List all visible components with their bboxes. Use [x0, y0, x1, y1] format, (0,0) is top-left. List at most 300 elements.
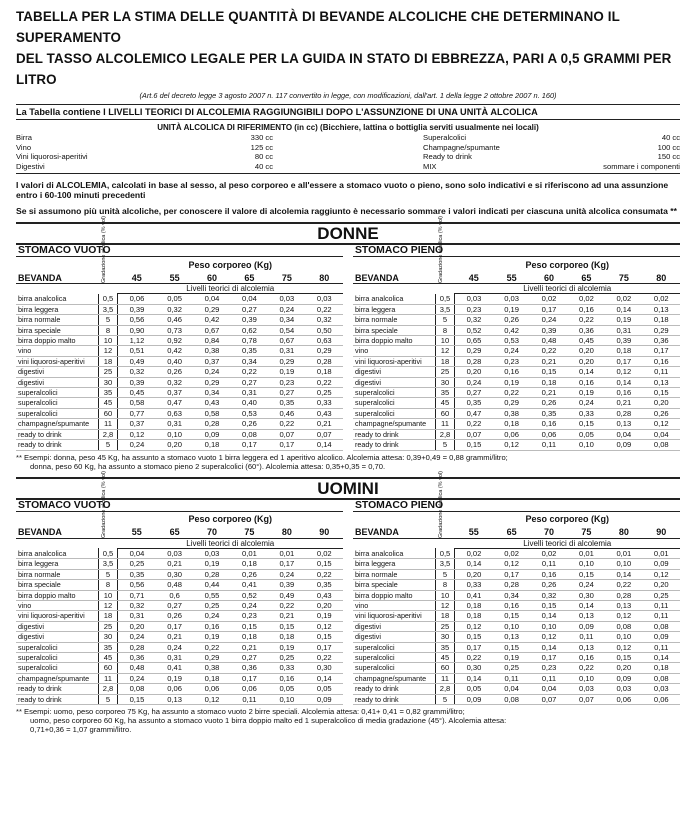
section-title-donne: DONNE — [16, 222, 680, 245]
uomini-example-line-1: ** Esempi: uomo, peso corporeo 75 Kg, ha assunto a stomaco vuoto 2 birre speciali. Alcolemia attesa: 0,41+ 0,41 = 0,82 grammi/litro; — [16, 707, 465, 716]
unit-quantity: 125 cc — [250, 142, 273, 152]
grade-header — [436, 216, 455, 284]
alcolemia-value: 0,18 — [231, 559, 268, 569]
table-row — [16, 419, 343, 429]
alcolemia-value: 0,07 — [455, 429, 493, 439]
alcolemia-value: 0,13 — [605, 600, 642, 610]
alcolemia-value: 0,17 — [306, 642, 343, 652]
grade-header — [436, 470, 455, 539]
beverage-name: birra normale — [16, 569, 99, 579]
table-row — [353, 590, 680, 600]
beverage-name: ready to drink — [16, 440, 99, 450]
alcolemia-value: 0,27 — [455, 388, 493, 398]
beverage-name: birra leggera — [353, 304, 436, 314]
alcolemia-value: 0,24 — [568, 580, 605, 590]
alcolemia-value: 0,13 — [156, 694, 193, 704]
alcolemia-value: 0,39 — [231, 315, 268, 325]
donne-vuoto — [16, 216, 343, 451]
alcolemia-value: 0,15 — [118, 694, 156, 704]
header-row — [16, 257, 343, 270]
alcolemia-value: 0,27 — [231, 377, 268, 387]
alcolemia-value: 0,49 — [268, 590, 305, 600]
alcolemia-value: 0,37 — [193, 356, 230, 366]
alcolemia-value: 0,18 — [193, 440, 230, 450]
grade-label: Gradazione alcolica (% vol) — [437, 470, 444, 538]
alcohol-grade: 25 — [99, 621, 118, 631]
alcolemia-value: 0,32 — [156, 377, 193, 387]
alcolemia-value: 0,19 — [568, 388, 605, 398]
alcolemia-value: 0,84 — [193, 336, 230, 346]
alcolemia-value: 0,14 — [605, 377, 642, 387]
alcolemia-value: 0,04 — [605, 429, 642, 439]
beverage-name: superalcolici — [16, 652, 99, 662]
alcolemia-value: 0,20 — [605, 663, 642, 673]
alcolemia-value: 0,08 — [231, 429, 268, 439]
alcolemia-value: 0,21 — [156, 632, 193, 642]
weight-value: 55 — [468, 527, 479, 538]
alcolemia-value: 0,04 — [118, 548, 156, 558]
alcolemia-value: 0,18 — [455, 611, 493, 621]
alcolemia-value: 0,26 — [530, 398, 567, 408]
alcolemia-value: 0,03 — [156, 548, 193, 558]
alcolemia-value: 0,02 — [605, 294, 642, 304]
beverage-header: BEVANDA — [355, 527, 399, 538]
table-row — [16, 694, 343, 704]
table-row — [16, 315, 343, 325]
alcolemia-value: 0,11 — [643, 600, 680, 610]
grade-header — [99, 216, 118, 284]
alcolemia-value: 0,12 — [605, 367, 642, 377]
beverage-name: birra leggera — [353, 559, 436, 569]
unit-quantity: 40 cc — [254, 161, 273, 171]
title-line-1: TABELLA PER LA STIMA DELLE QUANTITÀ DI BEVANDE ALCOLICHE CHE DETERMINANO IL SUPERAMENTO — [16, 9, 620, 45]
table-row — [353, 408, 680, 418]
table-row — [353, 694, 680, 704]
alcolemia-value: 0,10 — [568, 440, 605, 450]
alcolemia-value: 0,10 — [493, 621, 530, 631]
alcolemia-value: 0,38 — [193, 346, 230, 356]
alcolemia-value: 0,20 — [118, 621, 156, 631]
alcolemia-value: 0,31 — [118, 611, 156, 621]
beverage-name: digestivi — [16, 632, 99, 642]
alcolemia-value: 0,31 — [231, 388, 268, 398]
alcolemia-value: 0,32 — [530, 590, 567, 600]
beverage-name: champagne/spumante — [16, 419, 99, 429]
unit-name: MIX — [423, 161, 437, 171]
alcolemia-value: 0,15 — [268, 621, 305, 631]
beverage-name: champagne/spumante — [353, 673, 436, 683]
uomini-pieno — [353, 470, 680, 706]
alcolemia-value: 0,26 — [493, 315, 530, 325]
beverage-name: superalcolici — [353, 408, 436, 418]
beverage-name: vini liquorosi-aperitivi — [353, 611, 436, 621]
alcolemia-value: 0,21 — [605, 398, 642, 408]
unit-row — [423, 143, 680, 153]
table-row — [353, 388, 680, 398]
alcolemia-value: 0,12 — [118, 429, 156, 439]
alcolemia-value: 0,58 — [118, 398, 156, 408]
beverage-name: ready to drink — [353, 429, 436, 439]
alcolemia-value: 0,24 — [268, 304, 305, 314]
alcolemia-value: 0,15 — [643, 388, 680, 398]
alcolemia-value: 0,03 — [306, 294, 343, 304]
alcolemia-value: 0,24 — [268, 569, 305, 579]
alcohol-grade: 8 — [99, 325, 118, 335]
alcolemia-value: 0,16 — [643, 356, 680, 366]
alcolemia-value: 0,26 — [231, 419, 268, 429]
unit-row — [16, 133, 273, 143]
alcohol-grade: 5 — [436, 315, 455, 325]
alcohol-grade: 10 — [99, 336, 118, 346]
unit-name: Vini liquorosi-aperitivi — [16, 152, 88, 161]
alcolemia-value: 0,20 — [156, 440, 193, 450]
alcolemia-value: 0,90 — [118, 325, 156, 335]
beverage-name: superalcolici — [353, 652, 436, 662]
alcohol-grade: 5 — [99, 694, 118, 704]
alcolemia-value: 0,23 — [455, 304, 493, 314]
alcohol-grade: 35 — [99, 388, 118, 398]
alcolemia-value: 0,38 — [493, 408, 530, 418]
alcolemia-value: 0,28 — [605, 408, 642, 418]
alcolemia-value: 0,10 — [268, 694, 305, 704]
alcolemia-value: 0,40 — [231, 398, 268, 408]
table-row — [353, 559, 680, 569]
alcohol-grade: 35 — [436, 642, 455, 652]
alcolemia-value: 0,92 — [156, 336, 193, 346]
alcolemia-value: 0,15 — [605, 652, 642, 662]
alcohol-grade: 35 — [99, 642, 118, 652]
table-row — [353, 336, 680, 346]
alcolemia-value: 0,08 — [493, 694, 530, 704]
alcohol-grade: 2,8 — [436, 429, 455, 439]
levels-row — [16, 284, 343, 294]
alcolemia-value: 0,41 — [231, 580, 268, 590]
alcolemia-value: 0,17 — [605, 356, 642, 366]
alcolemia-value: 0,15 — [568, 569, 605, 579]
units-left — [16, 133, 423, 171]
alcolemia-value: 0,29 — [268, 356, 305, 366]
alcolemia-value: 0,01 — [643, 548, 680, 558]
beverage-name: superalcolici — [353, 642, 436, 652]
alcolemia-value: 0,03 — [193, 548, 230, 558]
alcohol-grade: 10 — [436, 336, 455, 346]
alcolemia-value: 0,09 — [455, 694, 493, 704]
alcolemia-value: 0,39 — [605, 336, 642, 346]
table-row — [16, 398, 343, 408]
alcolemia-value: 0,02 — [530, 294, 567, 304]
alcohol-grade: 18 — [99, 611, 118, 621]
alcolemia-value: 0,48 — [530, 336, 567, 346]
unit-name: Digestivi — [16, 161, 45, 171]
beverage-name: ready to drink — [353, 440, 436, 450]
alcolemia-value: 0,09 — [605, 440, 642, 450]
weight-header: Peso corporeo (Kg) — [525, 514, 609, 524]
beverage-name: birra speciale — [353, 325, 436, 335]
unit-name: Birra — [16, 133, 33, 142]
alcolemia-value: 0,16 — [493, 367, 530, 377]
alcolemia-value: 0,26 — [231, 569, 268, 579]
alcohol-grade: 8 — [436, 580, 455, 590]
alcolemia-value: 0,28 — [493, 580, 530, 590]
alcolemia-value: 0,48 — [118, 663, 156, 673]
alcolemia-value: 0,28 — [118, 642, 156, 652]
alcolemia-value: 0,29 — [193, 652, 230, 662]
alcolemia-value: 0,31 — [156, 419, 193, 429]
alcolemia-value: 0,12 — [493, 559, 530, 569]
alcolemia-value: 0,19 — [306, 611, 343, 621]
weight-value: 60 — [207, 272, 218, 283]
beverage-name: digestivi — [353, 632, 436, 642]
unit-row — [16, 143, 273, 153]
beverage-name: birra normale — [353, 569, 436, 579]
alcolemia-value: 0,17 — [231, 673, 268, 683]
alcolemia-value: 0,20 — [643, 580, 680, 590]
alcohol-grade: 10 — [99, 590, 118, 600]
unit-name: Superalcolici — [423, 133, 467, 142]
alcolemia-value: 0,37 — [156, 388, 193, 398]
alcolemia-value: 0,31 — [605, 325, 642, 335]
beverage-name: birra normale — [16, 315, 99, 325]
alcolemia-value: 0,21 — [231, 642, 268, 652]
beverage-name: ready to drink — [16, 684, 99, 694]
alcolemia-value: 0,62 — [231, 325, 268, 335]
alcolemia-value: 0,03 — [455, 294, 493, 304]
alcolemia-value: 0,53 — [493, 336, 530, 346]
alcohol-grade: 0,5 — [436, 294, 455, 304]
alcolemia-value: 0,46 — [156, 315, 193, 325]
alcolemia-value: 0,54 — [268, 325, 305, 335]
alcolemia-value: 0,15 — [530, 600, 567, 610]
uomini-example-line-3: 0,71+0,36 = 1,07 grammi/litro. — [30, 725, 132, 734]
header-row — [353, 512, 680, 525]
weight-value: 90 — [656, 527, 667, 538]
alcolemia-value: 0,29 — [455, 346, 493, 356]
alcolemia-value: 0,32 — [306, 315, 343, 325]
alcolemia-value: 0,34 — [193, 388, 230, 398]
table-row — [353, 673, 680, 683]
table-row — [16, 325, 343, 335]
alcolemia-value: 0,27 — [268, 388, 305, 398]
levels-spacer — [436, 284, 455, 294]
alcolemia-value: 0,73 — [156, 325, 193, 335]
alcolemia-value: 0,47 — [156, 398, 193, 408]
table-row — [353, 440, 680, 450]
weight-header: Peso corporeo (Kg) — [188, 514, 272, 524]
alcolemia-value: 0,08 — [643, 673, 680, 683]
beverage-name: ready to drink — [16, 429, 99, 439]
weight-header: Peso corporeo (Kg) — [188, 259, 272, 270]
alcolemia-value: 0,13 — [643, 304, 680, 314]
alcolemia-value: 0,13 — [493, 632, 530, 642]
weight-value: 55 — [169, 272, 180, 283]
alcolemia-value: 0,03 — [605, 684, 642, 694]
alcolemia-value: 0,26 — [530, 580, 567, 590]
alcolemia-value: 0,22 — [306, 304, 343, 314]
alcolemia-value: 0,03 — [643, 684, 680, 694]
weight-value: 80 — [656, 272, 667, 283]
alcolemia-value: 0,08 — [605, 621, 642, 631]
alcolemia-value: 0,26 — [156, 367, 193, 377]
alcolemia-value: 0,05 — [268, 684, 305, 694]
alcolemia-value: 0,23 — [530, 663, 567, 673]
table-row — [16, 377, 343, 387]
alcolemia-value: 0,35 — [455, 398, 493, 408]
alcolemia-value: 0,11 — [530, 440, 567, 450]
alcolemia-value: 0,24 — [118, 632, 156, 642]
table-row — [353, 600, 680, 610]
alcohol-grade: 30 — [99, 632, 118, 642]
alcohol-grade: 2,8 — [99, 429, 118, 439]
alcolemia-value: 0,25 — [268, 652, 305, 662]
table-row — [16, 611, 343, 621]
alcolemia-value: 0,22 — [306, 377, 343, 387]
weight-value: 90 — [319, 527, 330, 538]
alcolemia-value: 0,24 — [493, 346, 530, 356]
table-row — [353, 294, 680, 304]
weight-value: 45 — [468, 272, 479, 283]
alcolemia-value: 0,31 — [268, 346, 305, 356]
alcohol-grade: 2,8 — [99, 684, 118, 694]
weight-value: 65 — [506, 527, 517, 538]
alcolemia-value: 0,21 — [530, 356, 567, 366]
stomach-label: STOMACO PIENO — [353, 500, 680, 512]
weight-value: 80 — [319, 272, 330, 283]
alcohol-grade: 25 — [436, 367, 455, 377]
alcolemia-value: 0,35 — [530, 408, 567, 418]
beverage-name: vino — [16, 346, 99, 356]
alcolemia-value: 0,18 — [231, 632, 268, 642]
alcolemia-value: 0,31 — [156, 652, 193, 662]
alcolemia-value: 0,39 — [118, 304, 156, 314]
stomach-label: STOMACO VUOTO — [16, 500, 343, 512]
alcolemia-value: 0,08 — [643, 440, 680, 450]
alcolemia-value: 0,14 — [530, 611, 567, 621]
alcolemia-value: 0,05 — [306, 684, 343, 694]
alcolemia-value: 0,16 — [605, 388, 642, 398]
alcolemia-value: 0,36 — [643, 336, 680, 346]
alcolemia-value: 0,14 — [568, 367, 605, 377]
weight-value: 75 — [581, 527, 592, 538]
alcolemia-value: 0,35 — [231, 346, 268, 356]
levels-row — [16, 538, 343, 548]
alcolemia-value: 0,18 — [455, 600, 493, 610]
beverage-name: ready to drink — [353, 684, 436, 694]
alcolemia-value: 0,19 — [156, 673, 193, 683]
alcohol-grade: 0,5 — [436, 548, 455, 558]
alcohol-grade: 12 — [436, 600, 455, 610]
alcolemia-value: 0,67 — [193, 325, 230, 335]
alcolemia-value: 0,23 — [268, 377, 305, 387]
beverage-name: digestivi — [16, 367, 99, 377]
weight-value: 70 — [207, 527, 218, 538]
alcolemia-value: 0,07 — [530, 694, 567, 704]
alcohol-grade: 3,5 — [436, 304, 455, 314]
alcolemia-value: 0,06 — [156, 684, 193, 694]
alcolemia-value: 0,18 — [193, 673, 230, 683]
alcohol-grade: 30 — [99, 377, 118, 387]
alcolemia-value: 0,02 — [455, 548, 493, 558]
alcolemia-value: 0,21 — [306, 419, 343, 429]
alcolemia-value: 0,26 — [643, 408, 680, 418]
table-row — [16, 336, 343, 346]
beverage-name: vini liquorosi-aperitivi — [353, 356, 436, 366]
beverage-name: birra analcolica — [353, 294, 436, 304]
alcolemia-value: 0,50 — [306, 325, 343, 335]
alcolemia-value: 0,15 — [493, 611, 530, 621]
alcolemia-value: 0,14 — [306, 673, 343, 683]
alcolemia-value: 0,22 — [568, 663, 605, 673]
header-row — [353, 257, 680, 270]
alcolemia-value: 0,17 — [156, 621, 193, 631]
donne-examples — [16, 453, 680, 471]
alcolemia-value: 0,16 — [530, 419, 567, 429]
intro-text: La Tabella contiene I LIVELLI TEORICI DI ALCOLEMIA RAGGIUNGIBILI DOPO L'ASSUNZIONE DI UNA UNITÀ ALCOLICA — [16, 104, 680, 120]
beverage-name: vino — [353, 346, 436, 356]
alcolemia-value: 0,30 — [306, 663, 343, 673]
beverage-header: BEVANDA — [18, 272, 62, 283]
alcolemia-value: 0,20 — [455, 569, 493, 579]
alcolemia-value: 0,17 — [455, 642, 493, 652]
alcolemia-value: 0,15 — [306, 632, 343, 642]
alcolemia-value: 0,10 — [156, 429, 193, 439]
alcolemia-value: 0,39 — [268, 580, 305, 590]
beverage-name: digestivi — [16, 377, 99, 387]
alcolemia-value: 0,11 — [643, 611, 680, 621]
alcolemia-value: 0,14 — [568, 600, 605, 610]
alcolemia-value: 0,12 — [605, 611, 642, 621]
alcolemia-value: 0,13 — [568, 611, 605, 621]
alcolemia-value: 0,09 — [643, 632, 680, 642]
weight-value: 60 — [544, 272, 555, 283]
alcolemia-value: 0,63 — [306, 336, 343, 346]
weight-value: 80 — [281, 527, 292, 538]
header-row — [16, 512, 343, 525]
alcolemia-value: 0,11 — [530, 559, 567, 569]
alcolemia-value: 0,04 — [530, 684, 567, 694]
alcolemia-value: 0,11 — [643, 642, 680, 652]
units-table — [16, 133, 680, 174]
alcohol-grade: 8 — [99, 580, 118, 590]
alcolemia-value: 0,24 — [118, 673, 156, 683]
unit-quantity: 100 cc — [657, 142, 680, 152]
alcolemia-value: 0,29 — [193, 304, 230, 314]
alcolemia-value: 0,39 — [118, 377, 156, 387]
alcolemia-value: 0,29 — [643, 325, 680, 335]
beverage-name: ready to drink — [353, 694, 436, 704]
beverage-name: superalcolici — [16, 408, 99, 418]
beverage-name: birra analcolica — [353, 548, 436, 558]
stomach-label: STOMACO PIENO — [353, 245, 680, 257]
levels-spacer — [99, 284, 118, 294]
alcohol-grade: 12 — [99, 346, 118, 356]
alcolemia-value: 0,43 — [306, 408, 343, 418]
table-row — [353, 548, 680, 558]
alcolemia-value: 0,42 — [156, 346, 193, 356]
weight-value: 45 — [131, 272, 142, 283]
alcolemia-value: 0,01 — [568, 548, 605, 558]
alcolemia-value: 0,02 — [493, 548, 530, 558]
alcolemia-value: 0,09 — [568, 621, 605, 631]
unit-row — [423, 133, 680, 143]
alcolemia-value: 0,05 — [568, 429, 605, 439]
alcolemia-value: 0,10 — [568, 559, 605, 569]
beverage-name: birra normale — [353, 315, 436, 325]
levels-spacer — [353, 284, 436, 294]
alcolemia-value: 0,56 — [118, 315, 156, 325]
alcolemia-value: 0,07 — [268, 429, 305, 439]
grade-label: Gradazione alcolica (% vol) — [100, 216, 107, 283]
alcolemia-value: 0,24 — [455, 377, 493, 387]
